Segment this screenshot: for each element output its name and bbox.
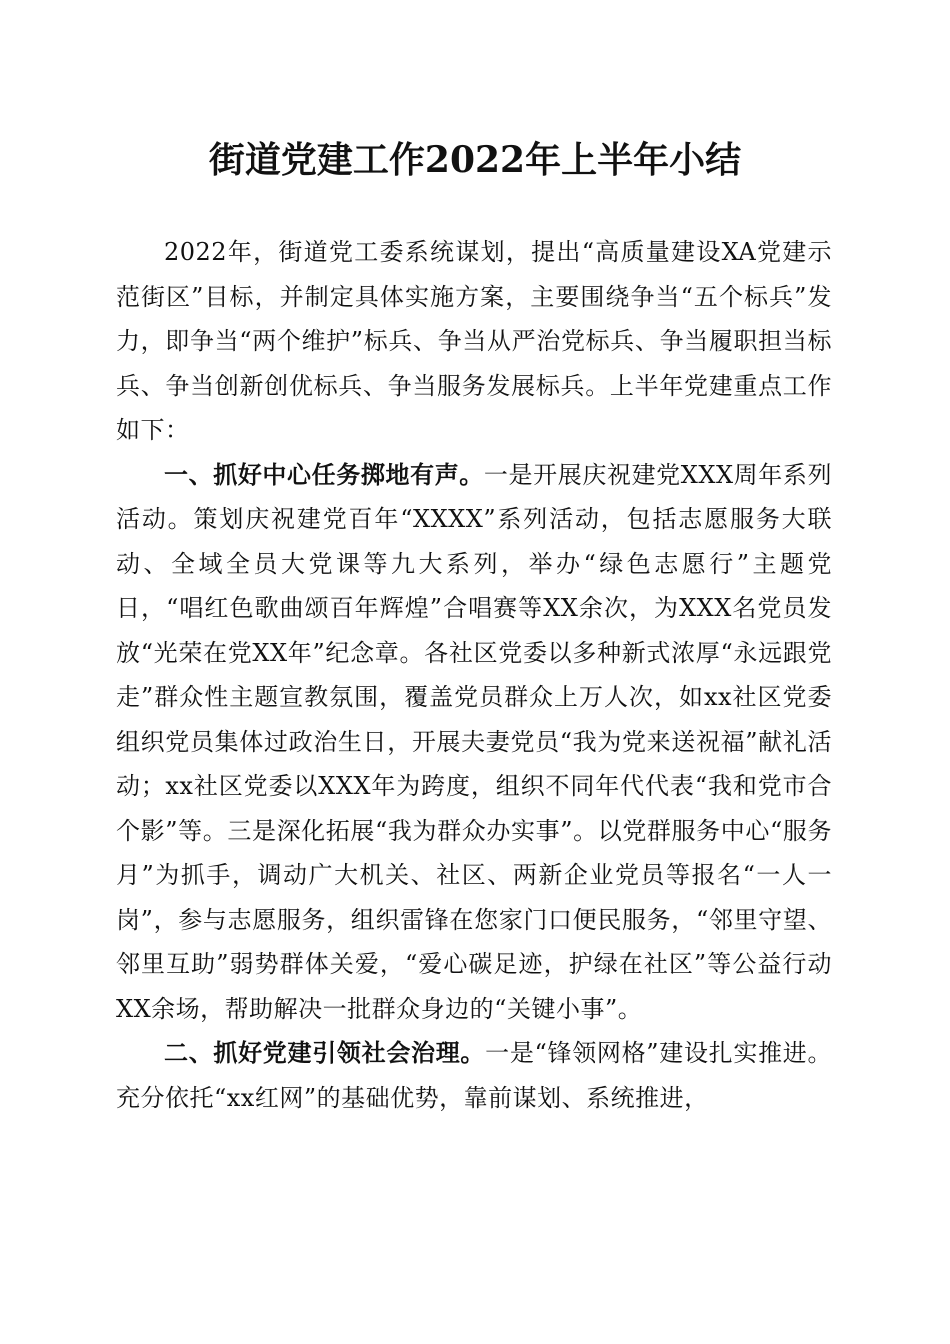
paragraph-text: 一是开展庆祝建党XXX周年系列活动。策划庆祝建党百年“XXXX”系列活动，包括志愿服务大联动、全域全员大党课等九大系列，举办“绿色志愿行”主题党日，“唱红色歌曲颂百年辉煌”合唱赛等XX余次，为XXX名党员发放“光荣在党XX年”纪念章。各社区党委以多种新式浓厚“永远跟党走”群众性主题宣教氛围，覆盖党员群众上万人次，如xx社区党委组织党员集体过政治生日，开展夫妻党员“我为党来送祝福”献礼活动；xx社区党委以XXX年为跨度，组织不同年代代表“我和党市合个影”等。三是深化拓展“我为群众办实事”。以党群服务中心“服务月”为抓手，调动广大机关、社区、两新企业党员等报名“一人一岗”，参与志愿服务，组织雷锋在您家门口便民服务，“邻里守望、邻里互助”弱势群体关爱，“爱心碳足迹，护绿在社区”等公益行动XX余场，帮助解决一批群众身边的“关键小事”。 xyxy=(116,460,832,1023)
paragraph-text: 2022年，街道党工委系统谋划，提出“高质量建设XA党建示范街区”目标，并制定具体实施方案，主要围绕争当“五个标兵”发力，即争当“两个维护”标兵、争当从严治党标兵、争当履职担当标兵、争当创新创优标兵、争当服务发展标兵。上半年党建重点工作如下： xyxy=(116,238,832,444)
section-heading: 二、抓好党建引领社会治理。 xyxy=(164,1039,486,1067)
paragraph-intro xyxy=(116,230,832,453)
section-heading: 一、抓好中心任务掷地有声。 xyxy=(164,460,484,489)
paragraph-text: 一是“锋领网格”建设扎实推进。充分依托“xx红网”的基础优势，靠前谋划、系统推进， xyxy=(116,1039,832,1112)
document-title: 街道党建工作2022年上半年小结 xyxy=(208,139,742,181)
document-body xyxy=(116,230,832,1120)
paragraph-section-2 xyxy=(116,1031,832,1120)
paragraph-section-1 xyxy=(116,453,832,1032)
